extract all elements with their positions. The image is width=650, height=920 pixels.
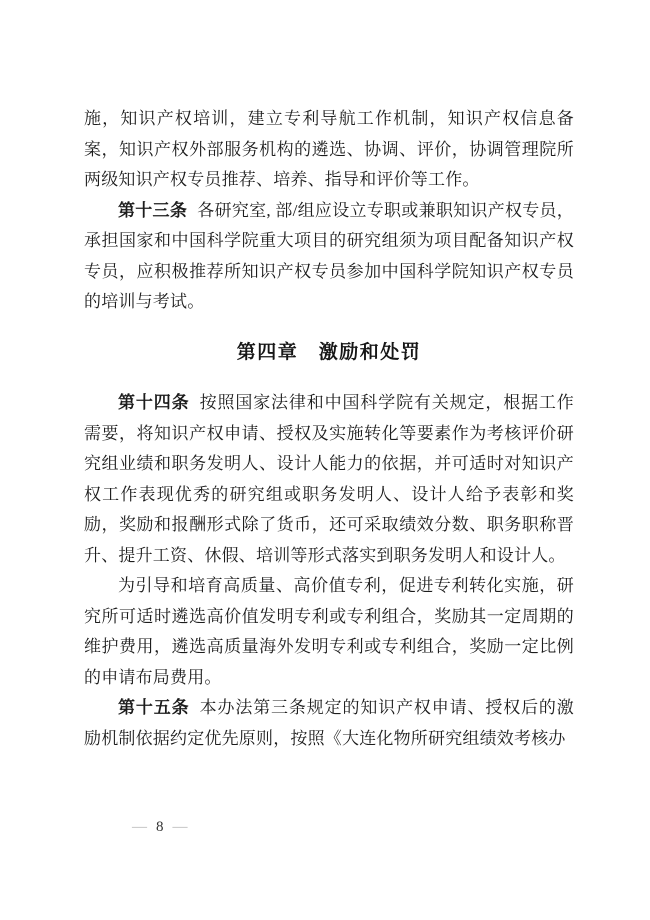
article-paragraph xyxy=(84,388,574,571)
body-paragraph xyxy=(84,104,574,196)
article-paragraph xyxy=(84,693,574,754)
document-body xyxy=(84,104,574,754)
article-number: 第十三条 xyxy=(118,200,188,220)
article-number: 第十四条 xyxy=(118,393,190,412)
paragraph-text: 各研究室, 部/组应设立专职或兼职知识产权专员，承担国家和中国科学院重大项目的研究组须为项目配备知识产权专员，应积极推荐所知识产权专员参加中国科学院知识产权专员的培训与考试。 xyxy=(84,200,574,311)
paragraph-text: 施，知识产权培训，建立专利导航工作机制，知识产权信息备案，知识产权外部服务机构的遴选、协调、评价，协调管理院所两级知识产权专员推荐、培养、指导和评价等工作。 xyxy=(84,109,574,189)
article-paragraph xyxy=(84,196,574,318)
page-number-value: 8 xyxy=(156,819,164,835)
page-number-dash-right: — xyxy=(172,819,188,835)
article-number: 第十五条 xyxy=(118,698,190,717)
paragraph-text: 按照国家法律和中国科学院有关规定，根据工作需要，将知识产权申请、授权及实施转化等要素作为考核评价研究组业绩和职务发明人、设计人能力的依据，并可适时对知识产权工作表现优秀的研究组或职务发明人、设计人给予表彰和奖励，奖励和报酬形式除了货币，还可采取绩效分数、职务职称晋升、提升工资、休假、培训等形式落实到职务发明人和设计人。 xyxy=(84,393,574,565)
page-number xyxy=(132,817,188,837)
paragraph-text: 本办法第三条规定的知识产权申请、授权后的激励机制依据约定优先原则，按照《大连化物所研究组绩效考核办 xyxy=(84,698,574,748)
body-paragraph xyxy=(84,571,574,693)
page-number-dash-left: — xyxy=(132,819,147,835)
paragraph-text: 为引导和培育高质量、高价值专利，促进专利转化实施，研究所可适时遴选高价值发明专利或专利组合，奖励其一定周期的维护费用，遴选高质量海外发明专利或专利组合，奖励一定比例的申请布局费用。 xyxy=(84,576,574,687)
chapter-heading: 第四章 激励和处罚 xyxy=(236,341,422,363)
